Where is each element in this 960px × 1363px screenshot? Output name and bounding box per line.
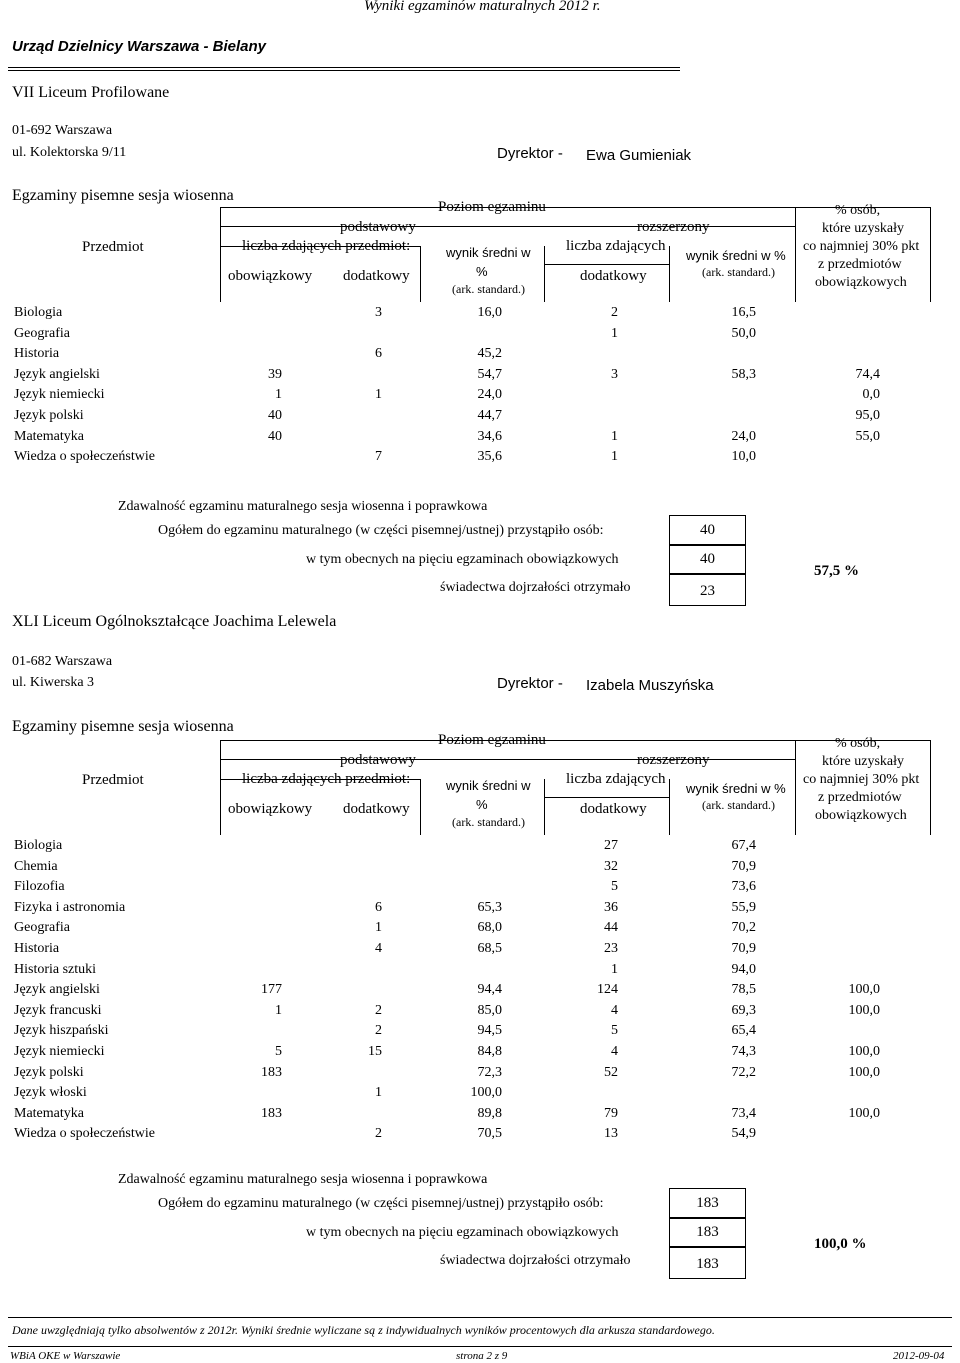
- header-count: liczba zdających: [566, 238, 666, 254]
- extended-count-cell: 1: [611, 961, 618, 977]
- header-subject: Przedmiot: [82, 239, 144, 255]
- exams-heading: Egzaminy pisemne sesja wiosenna: [12, 718, 234, 735]
- header-avg-basic-2: %: [476, 797, 488, 812]
- additional-count-cell: 3: [375, 305, 382, 320]
- subject-cell: Biologia: [14, 838, 63, 853]
- header-pct-4: z przedmiotów: [818, 790, 902, 805]
- extended-count-cell: 79: [604, 1105, 618, 1121]
- certificate-label: świadectwa dojrzałości otrzymało: [440, 580, 631, 595]
- additional-count-cell: 2: [375, 1002, 382, 1018]
- director-label: Dyrektor -: [497, 145, 563, 162]
- table-rule: [420, 246, 421, 302]
- footer-note: Dane uwzględniają tylko absolwentów z 2012r. Wyniki średnie wyliczane są z indywidualnych wyników procentowych dla arkusza standardowego.: [12, 1323, 715, 1337]
- basic-avg-cell: 94,5: [477, 1023, 502, 1039]
- basic-avg-cell: 72,3: [477, 1064, 502, 1080]
- header-count-subject: liczba zdających przedmiot:: [242, 238, 411, 254]
- header-mandatory: obowiązkowy: [228, 268, 313, 284]
- additional-count-cell: 6: [375, 899, 382, 915]
- header-pct-5: obowiązkowych: [815, 275, 907, 290]
- table-row: [0, 918, 960, 939]
- subject-cell: Język francuski: [14, 1002, 102, 1018]
- pct-cell: 100,0: [848, 1002, 880, 1018]
- subject-cell: Język polski: [14, 408, 84, 423]
- subject-cell: Matematyka: [14, 428, 84, 444]
- table-row: [0, 939, 960, 960]
- director-name: Izabela Muszyńska: [586, 677, 714, 694]
- extended-avg-cell: 78,5: [731, 982, 756, 998]
- additional-count-cell: 7: [375, 449, 382, 465]
- table-row: [0, 898, 960, 919]
- subject-cell: Historia sztuki: [14, 961, 97, 977]
- table-rule: [795, 740, 796, 835]
- footer-page: strona 2 z 9: [456, 1350, 508, 1362]
- pct-cell: 100,0: [848, 1105, 880, 1121]
- extended-count-cell: 23: [604, 941, 618, 956]
- pass-title: Zdawalność egzaminu maturalnego sesja wiosenna i poprawkowa: [118, 1172, 488, 1187]
- header-divider: [8, 67, 680, 68]
- table-rule: [420, 779, 421, 835]
- header-std: (ark. standard.): [452, 815, 525, 829]
- present-box: 183: [669, 1218, 746, 1247]
- subject-cell: Historia: [14, 346, 60, 362]
- table-row: [0, 1021, 960, 1042]
- table-row: [0, 385, 960, 406]
- header-pct-3: co najmniej 30% pkt: [803, 772, 920, 787]
- header-level: Poziom egzaminu: [438, 199, 546, 215]
- basic-avg-cell: 85,0: [477, 1002, 502, 1018]
- mandatory-count-cell: 5: [275, 1044, 282, 1059]
- subject-cell: Geografia: [14, 325, 70, 341]
- table-row: [0, 1083, 960, 1104]
- extended-count-cell: 1: [611, 428, 618, 444]
- extended-avg-cell: 54,9: [731, 1126, 756, 1142]
- header-pct-1: % osób,: [835, 736, 881, 751]
- header-avg-ext: wynik średni w %: [686, 781, 786, 796]
- additional-count-cell: 2: [375, 1126, 382, 1142]
- basic-avg-cell: 70,5: [477, 1126, 502, 1142]
- subject-cell: Fizyka i astronomia: [14, 899, 126, 915]
- certificate-box: 23: [669, 574, 746, 606]
- table-rule: [544, 264, 669, 265]
- school-street: ul. Kiwerska 3: [12, 675, 95, 690]
- present-box: 40: [669, 545, 746, 574]
- table-row: [0, 857, 960, 878]
- header-divider-2: [8, 70, 680, 71]
- footer-divider: [8, 1317, 952, 1318]
- table-rule: [544, 246, 545, 302]
- mandatory-count-cell: 177: [261, 982, 282, 998]
- extended-avg-cell: 10,0: [731, 449, 756, 465]
- present-label: w tym obecnych na pięciu egzaminach obowiązkowych: [306, 1225, 619, 1240]
- header-std: (ark. standard.): [702, 798, 775, 812]
- header-pct-2: które uzyskały: [822, 221, 905, 236]
- extended-count-cell: 5: [611, 879, 618, 895]
- total-box: 183: [669, 1188, 746, 1218]
- mandatory-count-cell: 40: [268, 428, 282, 444]
- subject-cell: Matematyka: [14, 1105, 84, 1121]
- extended-avg-cell: 74,3: [731, 1044, 756, 1059]
- mandatory-count-cell: 40: [268, 408, 282, 423]
- certificate-label: świadectwa dojrzałości otrzymało: [440, 1253, 631, 1268]
- header-extended: rozszerzony: [637, 752, 710, 768]
- extended-avg-cell: 24,0: [731, 428, 756, 444]
- table-rule: [795, 207, 796, 302]
- header-additional: dodatkowy: [343, 801, 410, 817]
- table-row: [0, 1104, 960, 1125]
- header-additional: dodatkowy: [580, 268, 647, 284]
- extended-count-cell: 32: [604, 858, 618, 874]
- header-std: (ark. standard.): [702, 265, 775, 279]
- report-title: Wyniki egzaminów maturalnych 2012 r.: [364, 0, 601, 14]
- basic-avg-cell: 45,2: [477, 346, 502, 362]
- table-row: [0, 427, 960, 448]
- subject-cell: Biologia: [14, 305, 63, 320]
- extended-avg-cell: 50,0: [731, 325, 756, 341]
- extended-avg-cell: 55,9: [731, 899, 756, 915]
- extended-avg-cell: 58,3: [731, 366, 756, 382]
- table-row: [0, 877, 960, 898]
- school-street: ul. Kolektorska 9/11: [12, 145, 127, 160]
- extended-avg-cell: 94,0: [731, 961, 756, 977]
- subject-cell: Wiedza o społeczeństwie: [14, 449, 155, 465]
- extended-count-cell: 1: [611, 325, 618, 341]
- school-name: XLI Liceum Ogólnokształcące Joachima Lelewela: [12, 613, 337, 630]
- subject-cell: Geografia: [14, 920, 70, 936]
- basic-avg-cell: 44,7: [477, 408, 502, 423]
- pass-rate: 100,0 %: [814, 1236, 867, 1252]
- header-pct-5: obowiązkowych: [815, 808, 907, 823]
- extended-avg-cell: 70,2: [731, 920, 756, 936]
- subject-cell: Język niemiecki: [14, 1044, 105, 1059]
- pct-cell: 100,0: [848, 982, 880, 998]
- extended-count-cell: 44: [604, 920, 618, 936]
- additional-count-cell: 1: [375, 387, 382, 403]
- extended-avg-cell: 73,6: [731, 879, 756, 895]
- header-avg-basic-1: wynik średni w: [446, 245, 531, 260]
- additional-count-cell: 15: [368, 1044, 382, 1059]
- table-rule: [544, 797, 669, 798]
- additional-count-cell: 1: [375, 1085, 382, 1101]
- header-count-subject: liczba zdających przedmiot:: [242, 771, 411, 787]
- basic-avg-cell: 65,3: [477, 899, 502, 915]
- table-rule: [544, 779, 545, 835]
- total-label: Ogółem do egzaminu maturalnego (w części pisemnej/ustnej) przystąpiło osób:: [158, 1196, 604, 1211]
- table-row: [0, 1001, 960, 1022]
- header-pct-2: które uzyskały: [822, 754, 905, 769]
- table-row: [0, 406, 960, 427]
- basic-avg-cell: 35,6: [477, 449, 502, 465]
- extended-count-cell: 4: [611, 1044, 618, 1059]
- header-level: Poziom egzaminu: [438, 732, 546, 748]
- mandatory-count-cell: 183: [261, 1105, 282, 1121]
- mandatory-count-cell: 1: [275, 1002, 282, 1018]
- footer-left: WBiA OKE w Warszawie: [10, 1350, 121, 1362]
- total-box: 40: [669, 515, 746, 545]
- header-subject: Przedmiot: [82, 772, 144, 788]
- table-row: [0, 324, 960, 345]
- table-row: [0, 365, 960, 386]
- table-row: [0, 344, 960, 365]
- subject-cell: Wiedza o społeczeństwie: [14, 1126, 155, 1142]
- extended-avg-cell: 72,2: [731, 1064, 756, 1080]
- office-name: Urząd Dzielnicy Warszawa - Bielany: [12, 38, 266, 55]
- subject-cell: Język niemiecki: [14, 387, 105, 403]
- header-pct-3: co najmniej 30% pkt: [803, 239, 920, 254]
- table-rule: [930, 207, 931, 302]
- extended-avg-cell: 65,4: [731, 1023, 756, 1039]
- extended-count-cell: 3: [611, 366, 618, 382]
- extended-avg-cell: 73,4: [731, 1105, 756, 1121]
- extended-count-cell: 124: [597, 982, 618, 998]
- header-count: liczba zdających: [566, 771, 666, 787]
- pass-rate: 57,5 %: [814, 563, 859, 579]
- certificate-box: 183: [669, 1247, 746, 1279]
- mandatory-count-cell: 39: [268, 366, 282, 382]
- header-extended: rozszerzony: [637, 219, 710, 235]
- header-additional: dodatkowy: [580, 801, 647, 817]
- mandatory-count-cell: 1: [275, 387, 282, 403]
- header-mandatory: obowiązkowy: [228, 801, 313, 817]
- extended-count-cell: 13: [604, 1126, 618, 1142]
- subject-cell: Język angielski: [14, 982, 100, 998]
- basic-avg-cell: 54,7: [477, 366, 502, 382]
- footer-divider-2: [8, 1346, 952, 1347]
- subject-cell: Filozofia: [14, 879, 65, 895]
- extended-avg-cell: 16,5: [731, 305, 756, 320]
- header-avg-ext: wynik średni w %: [686, 248, 786, 263]
- table-rule: [220, 740, 221, 835]
- extended-avg-cell: 70,9: [731, 941, 756, 956]
- basic-avg-cell: 89,8: [477, 1105, 502, 1121]
- header-avg-basic-2: %: [476, 264, 488, 279]
- exams-heading: Egzaminy pisemne sesja wiosenna: [12, 187, 234, 204]
- subject-cell: Język włoski: [14, 1085, 87, 1101]
- table-row: [0, 1042, 960, 1063]
- subject-cell: Język polski: [14, 1064, 84, 1080]
- school-postal: 01-692 Warszawa: [12, 123, 113, 138]
- pass-title: Zdawalność egzaminu maturalnego sesja wiosenna i poprawkowa: [118, 499, 488, 514]
- extended-count-cell: 2: [611, 305, 618, 320]
- table-rule: [669, 246, 670, 302]
- pct-cell: 100,0: [848, 1064, 880, 1080]
- director-name: Ewa Gumieniak: [586, 147, 692, 164]
- table-rule: [669, 779, 670, 835]
- basic-avg-cell: 24,0: [477, 387, 502, 403]
- extended-avg-cell: 67,4: [731, 838, 756, 853]
- basic-avg-cell: 100,0: [470, 1085, 502, 1101]
- total-label: Ogółem do egzaminu maturalnego (w części pisemnej/ustnej) przystąpiło osób:: [158, 523, 604, 538]
- extended-avg-cell: 70,9: [731, 858, 756, 874]
- header-basic: podstawowy: [340, 219, 416, 235]
- extended-count-cell: 5: [611, 1023, 618, 1039]
- basic-avg-cell: 84,8: [477, 1044, 502, 1059]
- table-row: [0, 1124, 960, 1145]
- header-pct-4: z przedmiotów: [818, 257, 902, 272]
- pct-cell: 74,4: [855, 366, 880, 382]
- additional-count-cell: 1: [375, 920, 382, 936]
- extended-count-cell: 36: [604, 899, 618, 915]
- table-row: [0, 960, 960, 981]
- pct-cell: 100,0: [848, 1044, 880, 1059]
- subject-cell: Język angielski: [14, 366, 100, 382]
- extended-count-cell: 52: [604, 1064, 618, 1080]
- additional-count-cell: 4: [375, 941, 382, 956]
- header-avg-basic-1: wynik średni w: [446, 778, 531, 793]
- extended-count-cell: 27: [604, 838, 618, 853]
- table-rule: [220, 207, 221, 302]
- mandatory-count-cell: 183: [261, 1064, 282, 1080]
- additional-count-cell: 2: [375, 1023, 382, 1039]
- additional-count-cell: 6: [375, 346, 382, 362]
- table-row: [0, 447, 960, 468]
- header-basic: podstawowy: [340, 752, 416, 768]
- footer-date: 2012-09-04: [893, 1350, 945, 1362]
- table-row: [0, 1063, 960, 1084]
- subject-cell: Chemia: [14, 858, 58, 874]
- basic-avg-cell: 34,6: [477, 428, 502, 444]
- header-pct-1: % osób,: [835, 203, 881, 218]
- basic-avg-cell: 68,5: [477, 941, 502, 956]
- pct-cell: 95,0: [855, 408, 880, 423]
- school-name: VII Liceum Profilowane: [12, 84, 170, 101]
- basic-avg-cell: 16,0: [477, 305, 502, 320]
- pct-cell: 55,0: [855, 428, 880, 444]
- extended-avg-cell: 69,3: [731, 1002, 756, 1018]
- table-rule: [930, 740, 931, 835]
- subject-cell: Historia: [14, 941, 60, 956]
- pct-cell: 0,0: [862, 387, 880, 403]
- table-row: [0, 980, 960, 1001]
- basic-avg-cell: 68,0: [477, 920, 502, 936]
- extended-count-cell: 1: [611, 449, 618, 465]
- table-row: [0, 303, 960, 324]
- header-additional: dodatkowy: [343, 268, 410, 284]
- table-row: [0, 836, 960, 857]
- subject-cell: Język hiszpański: [14, 1023, 109, 1039]
- present-label: w tym obecnych na pięciu egzaminach obowiązkowych: [306, 552, 619, 567]
- extended-count-cell: 4: [611, 1002, 618, 1018]
- director-label: Dyrektor -: [497, 675, 563, 692]
- header-std: (ark. standard.): [452, 282, 525, 296]
- basic-avg-cell: 94,4: [477, 982, 502, 998]
- school-postal: 01-682 Warszawa: [12, 654, 113, 669]
